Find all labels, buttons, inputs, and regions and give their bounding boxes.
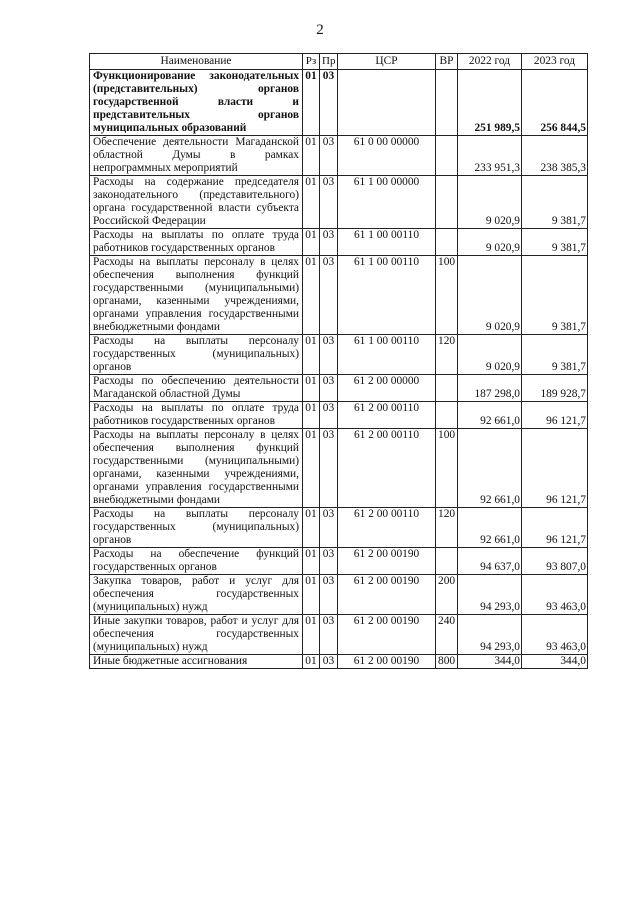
cell-csr: 61 1 00 00110 <box>338 256 436 335</box>
cell-rz: 01 <box>303 335 320 375</box>
cell-pr: 03 <box>320 136 338 176</box>
cell-rz: 01 <box>303 70 320 136</box>
cell-2023: 256 844,5 <box>522 70 588 136</box>
cell-rz: 01 <box>303 508 320 548</box>
table-row <box>90 655 588 669</box>
cell-pr: 03 <box>320 402 338 429</box>
cell-2022: 94 293,0 <box>458 615 522 655</box>
cell-vr: 800 <box>436 655 458 669</box>
cell-2023: 96 121,7 <box>522 402 588 429</box>
cell-pr: 03 <box>320 375 338 402</box>
cell-csr: 61 2 00 00190 <box>338 575 436 615</box>
cell-2022: 92 661,0 <box>458 402 522 429</box>
cell-2023: 93 463,0 <box>522 615 588 655</box>
table-row <box>90 508 588 548</box>
table-row <box>90 176 588 229</box>
table-row <box>90 615 588 655</box>
table-row <box>90 375 588 402</box>
cell-pr: 03 <box>320 575 338 615</box>
cell-2023: 93 807,0 <box>522 548 588 575</box>
cell-pr: 03 <box>320 256 338 335</box>
table-row <box>90 429 588 508</box>
cell-2022: 94 637,0 <box>458 548 522 575</box>
cell-name: Расходы на обеспечение функций государственных органов <box>90 548 303 575</box>
page-number: 2 <box>316 22 324 38</box>
cell-name: Закупка товаров, работ и услуг для обеспечения государственных (муниципальных) нужд <box>90 575 303 615</box>
table-header-row <box>90 54 588 70</box>
cell-vr: 200 <box>436 575 458 615</box>
cell-name: Расходы по обеспечению деятельности Магаданской областной Думы <box>90 375 303 402</box>
header-2023: 2023 год <box>522 54 588 70</box>
table-row <box>90 402 588 429</box>
cell-vr: 120 <box>436 335 458 375</box>
cell-name: Расходы на выплаты персоналу в целях обеспечения выполнения функций государственными (муниципальными) органами, казенными учреждениями, органами управления государственными внебюджетными фондами <box>90 256 303 335</box>
cell-csr: 61 1 00 00000 <box>338 176 436 229</box>
cell-2022: 9 020,9 <box>458 335 522 375</box>
cell-pr: 03 <box>320 229 338 256</box>
cell-pr: 03 <box>320 548 338 575</box>
header-2022: 2022 год <box>458 54 522 70</box>
cell-rz: 01 <box>303 615 320 655</box>
cell-csr: 61 2 00 00110 <box>338 402 436 429</box>
cell-name: Расходы на выплаты персоналу государственных (муниципальных) органов <box>90 335 303 375</box>
cell-vr <box>436 402 458 429</box>
cell-pr: 03 <box>320 429 338 508</box>
table-row <box>90 548 588 575</box>
cell-name: Расходы на выплаты персоналу государственных (муниципальных) органов <box>90 508 303 548</box>
cell-pr: 03 <box>320 335 338 375</box>
cell-2022: 9 020,9 <box>458 176 522 229</box>
cell-name: Иные бюджетные ассигнования <box>90 655 303 669</box>
cell-name: Расходы на выплаты по оплате труда работников государственных органов <box>90 402 303 429</box>
cell-vr: 120 <box>436 508 458 548</box>
cell-pr: 03 <box>320 508 338 548</box>
cell-name: Функционирование законодательных (представительных) органов государственной власти и представительных органов муниципальных образований <box>90 70 303 136</box>
cell-rz: 01 <box>303 402 320 429</box>
cell-2023: 96 121,7 <box>522 508 588 548</box>
table-row <box>90 335 588 375</box>
table-row <box>90 136 588 176</box>
cell-vr <box>436 375 458 402</box>
cell-2022: 251 989,5 <box>458 70 522 136</box>
cell-2022: 94 293,0 <box>458 575 522 615</box>
cell-rz: 01 <box>303 229 320 256</box>
cell-2023: 96 121,7 <box>522 429 588 508</box>
cell-name: Расходы на выплаты персоналу в целях обеспечения выполнения функций государственными (муниципальными) органами, казенными учреждениями, органами управления государственными внебюджетными фондами <box>90 429 303 508</box>
header-name: Наименование <box>90 54 303 70</box>
cell-vr: 100 <box>436 429 458 508</box>
cell-rz: 01 <box>303 136 320 176</box>
cell-vr <box>436 229 458 256</box>
cell-csr: 61 2 00 00190 <box>338 615 436 655</box>
cell-csr: 61 2 00 00190 <box>338 655 436 669</box>
cell-2023: 9 381,7 <box>522 229 588 256</box>
cell-csr: 61 2 00 00110 <box>338 508 436 548</box>
table-row <box>90 575 588 615</box>
cell-2022: 344,0 <box>458 655 522 669</box>
cell-csr: 61 2 00 00190 <box>338 548 436 575</box>
cell-vr <box>436 548 458 575</box>
cell-rz: 01 <box>303 575 320 615</box>
cell-name: Иные закупки товаров, работ и услуг для обеспечения государственных (муниципальных) нужд <box>90 615 303 655</box>
cell-2023: 9 381,7 <box>522 335 588 375</box>
cell-csr <box>338 70 436 136</box>
cell-name: Обеспечение деятельности Магаданской областной Думы в рамках непрограммных мероприятий <box>90 136 303 176</box>
cell-name: Расходы на содержание председателя законодательного (представительного) органа государственной власти субъекта Российской Федерации <box>90 176 303 229</box>
cell-csr: 61 2 00 00110 <box>338 429 436 508</box>
cell-2022: 9 020,9 <box>458 256 522 335</box>
cell-pr: 03 <box>320 176 338 229</box>
cell-vr <box>436 136 458 176</box>
cell-2022: 92 661,0 <box>458 429 522 508</box>
cell-2023: 189 928,7 <box>522 375 588 402</box>
cell-name: Расходы на выплаты по оплате труда работников государственных органов <box>90 229 303 256</box>
cell-csr: 61 0 00 00000 <box>338 136 436 176</box>
cell-vr: 100 <box>436 256 458 335</box>
cell-rz: 01 <box>303 429 320 508</box>
cell-2023: 93 463,0 <box>522 575 588 615</box>
cell-2023: 9 381,7 <box>522 256 588 335</box>
table-row <box>90 229 588 256</box>
budget-table <box>89 53 588 669</box>
table-row <box>90 256 588 335</box>
cell-pr: 03 <box>320 615 338 655</box>
header-rz: Рз <box>303 54 320 70</box>
header-csr: ЦСР <box>338 54 436 70</box>
cell-2023: 238 385,3 <box>522 136 588 176</box>
cell-csr: 61 1 00 00110 <box>338 335 436 375</box>
cell-vr <box>436 70 458 136</box>
cell-csr: 61 2 00 00000 <box>338 375 436 402</box>
cell-rz: 01 <box>303 375 320 402</box>
cell-pr: 03 <box>320 70 338 136</box>
cell-2023: 344,0 <box>522 655 588 669</box>
cell-2022: 187 298,0 <box>458 375 522 402</box>
cell-rz: 01 <box>303 176 320 229</box>
cell-2022: 9 020,9 <box>458 229 522 256</box>
cell-2022: 233 951,3 <box>458 136 522 176</box>
cell-rz: 01 <box>303 256 320 335</box>
header-vr: ВР <box>436 54 458 70</box>
header-pr: Пр <box>320 54 338 70</box>
cell-rz: 01 <box>303 655 320 669</box>
cell-2022: 92 661,0 <box>458 508 522 548</box>
cell-vr: 240 <box>436 615 458 655</box>
table-row <box>90 70 588 136</box>
cell-2023: 9 381,7 <box>522 176 588 229</box>
cell-rz: 01 <box>303 548 320 575</box>
cell-vr <box>436 176 458 229</box>
cell-pr: 03 <box>320 655 338 669</box>
cell-csr: 61 1 00 00110 <box>338 229 436 256</box>
